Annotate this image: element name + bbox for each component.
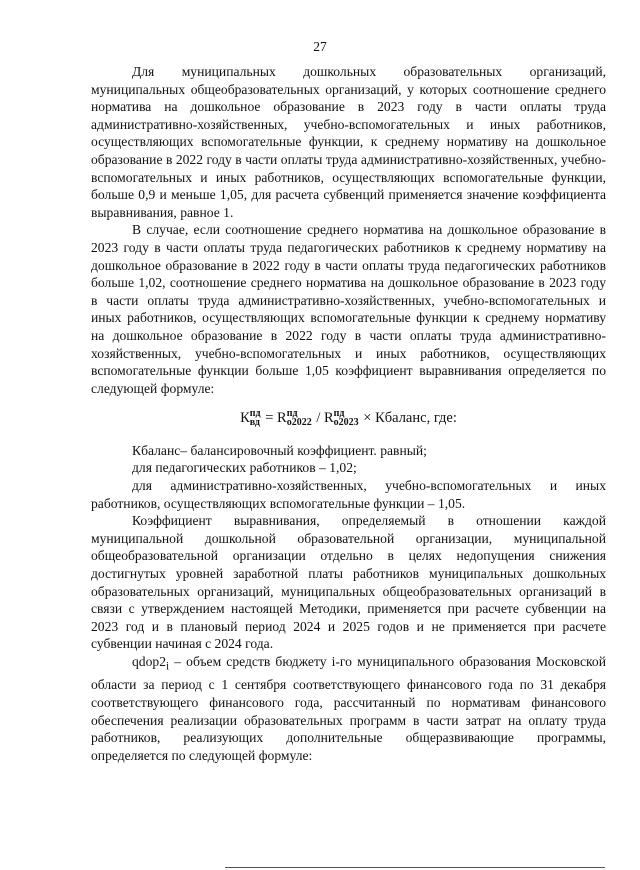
qdop2-index: i	[165, 660, 170, 673]
formula-r2-sub: о2023	[333, 417, 359, 429]
paragraph-pedagogical-value: для педагогических работников – 1,02;	[132, 460, 357, 476]
paragraph-qdop2-definition	[91, 653, 606, 764]
formula-equals: =	[261, 410, 278, 427]
formula-tail: × Кбаланс, где:	[359, 410, 457, 427]
formula-k-scripts	[250, 409, 261, 427]
alignment-coefficient-formula	[91, 409, 606, 428]
paragraph-case-formula-intro: В случае, если соотношение среднего норматива на дошкольное образование в 2023 году в части оплаты труда педагогических работников к среднему нормативу на дошкольное образование в 2022 году в части оплаты труда педагогических работников больше 1,02, соотношение среднего норматива на дошкольное образование в 2023 году в части оплаты труда административно-хозяйственных, учебно-вспомогательных и иных работников, осуществляющих вспомогательные функции к среднему нормативу на дошкольное образование в 2022 году в части оплаты труда административно-хозяйственных, учебно-вспомогательных и иных работников, осуществляющих вспомогательные функции больше 1,05 коэффициент выравнивания определяется по следующей формуле:	[91, 222, 606, 396]
document-body	[91, 63, 606, 764]
qdop2-description: – объем средств бюджету i-го муниципального образования Московской области за период с 1 сентября соответствующего финансового года по 31 декабря соответствующего финансового года, рассчитанный по нормативам финансового обеспечения реализации образовательных программ в части затрат на оплату труда работников, реализующих дополнительные общеразвивающие программы, определяется по следующей формуле:	[91, 654, 606, 763]
page-number: 27	[313, 39, 327, 54]
formula-r2-sup: пд	[333, 408, 345, 420]
paragraph-kbalance-definition: Кбаланс– балансировочный коэффициент. равный;	[132, 442, 427, 458]
formula-r1-sub: о2022	[286, 417, 312, 429]
formula-r1-scripts	[287, 409, 312, 427]
formula-r2: R	[323, 410, 334, 427]
formula-r1-sup: пд	[286, 408, 298, 420]
formula-k: К	[240, 410, 250, 427]
formula-k-sup: пд	[249, 408, 261, 420]
formula-r2-scripts	[334, 409, 359, 427]
formula-slash: /	[312, 410, 324, 427]
formula-r1: R	[277, 410, 287, 427]
qdop2-symbol: qdop2	[132, 654, 166, 669]
paragraph-conditions-equal-one: Для муниципальных дошкольных образовательных организаций, муниципальных общеобразовательных организаций, у которых соотношение среднего норматива на дошкольное образование в 2023 году в части оплаты труда административно-хозяйственных, учебно-вспомогательных и иных работников, осуществляющих вспомогательные функции, к среднему нормативу на дошкольное образование в 2022 году в части оплаты труда административно-хозяйственных, учебно-вспомогательных и иных работников, осуществляющих вспомогательные функции, больше 0,9 и меньше 1,05, для расчета субвенций применяется значение коэффициента выравнивания, равное 1.	[91, 64, 606, 220]
paragraph-administrative-value: для административно-хозяйственных, учебно-вспомогательных и иных работников, осуществляющих вспомогательные функции – 1,05.	[91, 478, 606, 511]
bottom-rule	[225, 867, 605, 868]
paragraph-coefficient-application: Коэффициент выравнивания, определяемый в отношении каждой муниципальной дошкольной образовательной организации, муниципальной общеобразовательной организации отдельно в целях недопущения снижения достигнутых уровней заработной платы работников муниципальных дошкольных образовательных организаций, муниципальных общеобразовательных организаций в связи с утверждением настоящей Методики, применяется при расчете субвенции на 2023 год и в плановый период 2024 и 2025 годов и не применяется при расчете субвенции начиная с 2024 года.	[91, 513, 606, 652]
formula-k-sub: вд	[249, 417, 260, 429]
